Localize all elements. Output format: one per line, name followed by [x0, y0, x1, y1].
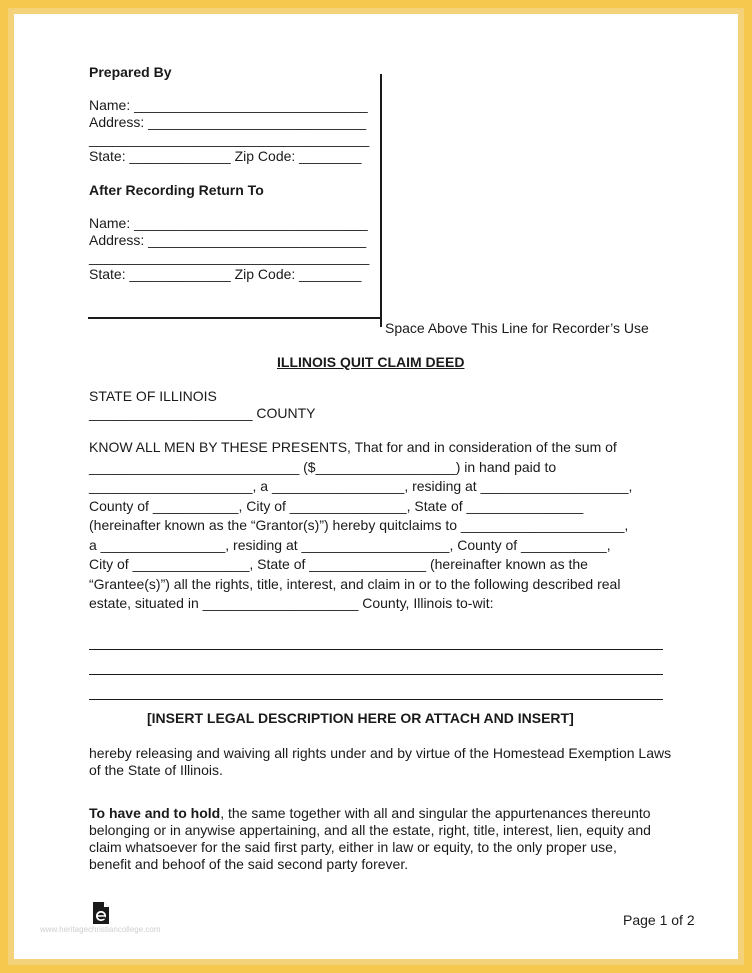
- return-to-heading: After Recording Return To: [89, 182, 264, 198]
- prepared-by-name-line: Name: ______________________________: [89, 97, 368, 113]
- habendum-text: , the same together with all and singular the appurtenances thereunto belonging or in anywise appertaining, and all the estate, right, title, interest, lien, equity and claim whatsoever for the said first party, either in law or equity, to the only proper use, benefit and behoof of the said second party forever.: [89, 805, 651, 872]
- body-line: (hereinafter known as the “Grantor(s)”) hereby quitclaims to _____________________,: [89, 517, 629, 533]
- body-line: ___________________________ ($__________________) in hand paid to: [89, 459, 557, 475]
- body-line: County of ___________, City of _______________, State of _______________: [89, 498, 584, 514]
- legal-description-blank-line: [89, 649, 663, 650]
- legal-description-blank-line: [89, 699, 663, 700]
- county-line: _____________________ COUNTY: [89, 405, 316, 421]
- recorder-horizontal-rule: [88, 317, 382, 319]
- prepared-by-address-line: Address: ____________________________: [89, 114, 367, 130]
- state-of-illinois-line: STATE OF ILLINOIS: [89, 388, 217, 404]
- prepared-by-blank-line: ____________________________________: [89, 131, 370, 147]
- habendum-paragraph: [89, 805, 659, 873]
- body-line: _____________________, a _________________, residing at ___________________,: [89, 478, 633, 494]
- homestead-paragraph: hereby releasing and waiving all rights under and by virtue of the Homestead Exemption Laws of the State of Illinois.: [89, 745, 672, 778]
- recorder-vertical-rule: [380, 74, 382, 327]
- page-number-label: Page 1 of 2: [623, 912, 695, 928]
- return-to-blank-line: ____________________________________: [89, 249, 370, 265]
- body-line: KNOW ALL MEN BY THESE PRESENTS, That for and in consideration of the sum of: [89, 439, 617, 455]
- prepared-by-state-zip-line: State: _____________ Zip Code: ________: [89, 148, 362, 164]
- body-line: “Grantee(s)”) all the rights, title, interest, and claim in or to the following described real: [89, 576, 621, 592]
- legal-description-instruction: [INSERT LEGAL DESCRIPTION HERE OR ATTACH AND INSERT]: [147, 710, 574, 726]
- legal-description-blank-line: [89, 674, 663, 675]
- return-to-name-line: Name: ______________________________: [89, 215, 368, 231]
- document-page: [14, 14, 738, 959]
- body-line: City of _______________, State of _______________ (hereinafter known as the: [89, 556, 588, 572]
- recorder-use-note: Space Above This Line for Recorder’s Use: [385, 320, 649, 336]
- body-line: estate, situated in ____________________ County, Illinois to-wit:: [89, 595, 494, 611]
- return-to-address-line: Address: ____________________________: [89, 232, 367, 248]
- return-to-state-zip-line: State: _____________ Zip Code: ________: [89, 266, 362, 282]
- prepared-by-heading: Prepared By: [89, 64, 172, 80]
- deed-title: ILLINOIS QUIT CLAIM DEED: [277, 354, 465, 370]
- body-line: a ________________, residing at ___________________, County of ___________,: [89, 537, 611, 553]
- watermark-text: www.heritagechristiancollege.com: [40, 925, 161, 934]
- habendum-lead: To have and to hold: [89, 805, 221, 821]
